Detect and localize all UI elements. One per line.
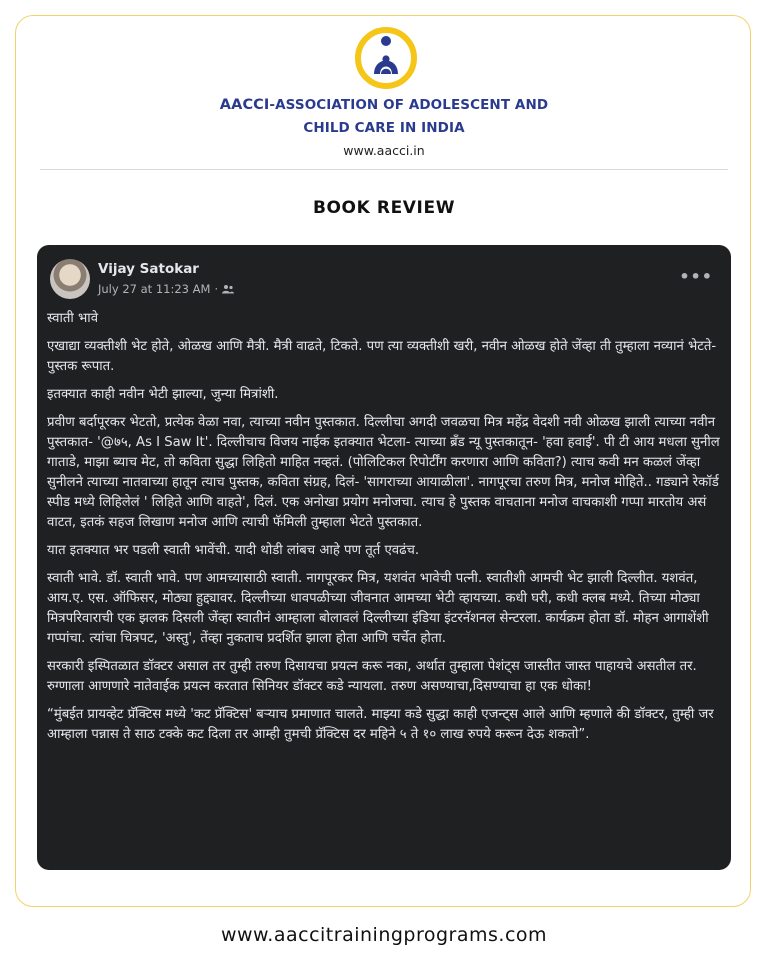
org-website: www.aacci.in	[343, 143, 425, 158]
post-paragraph: एखाद्या व्यक्तीशी भेट होते, ओळख आणि मैत्री. मैत्री वाढते, टिकते. पण त्या व्यक्तीशी खरी, नवीन ओळख होते जेंव्हा ती तुम्हाला नव्यानं भेटते- पुस्तक रूपात.	[47, 339, 717, 374]
post-timestamp[interactable]: July 27 at 11:23 AM	[98, 282, 211, 296]
org-name-rest: -ASSOCIATION OF ADOLESCENT AND	[269, 97, 549, 113]
post-paragraph: स्वाती भावे. डॉ. स्वाती भावे. पण आमच्यासाठी स्वाती. नागपूरकर मित्र, यशवंत भावेची पत्नी. स्वातीशी आमची भेट झाली दिल्लीत. यशवंत, आय.ए. एस. ऑफिसर, मोठ्या हुद्द्यावर. दिल्लीच्या धावपळीच्या जीवनात आमच्या भेटी व्हायच्या. कधी घरी, कधी क्लब मध्ये. तिच्या मोठ्या मित्रपरिवाराची एक झलक दिसली जेंव्हा स्वातीनं आम्हाला बोलावलं दिल्लीच्या इंडिया इंटरनॅशनल सेन्टरला. कार्यक्रम होता डॉ. मोहन आगाशेंशी गप्पांचा. त्यांचा चित्रपट, 'अस्तु', तेंव्हा नुकताच प्रदर्शित झाला होता आणि चर्चेत होता.	[47, 571, 709, 646]
post-paragraph: सरकारी इस्पितळात डॉक्टर असाल तर तुम्ही तरुण दिसायचा प्रयत्न करू नका, अर्थात तुम्हाला पेशंट्स जास्तीत जास्त पाहायचे असतील तर. रुग्णाला आणणारे नातेवाईक प्रयत्न करतात सिनियर डॉक्टर कडे न्यायला. तरुण असण्याचा,दिसण्याचा हा एक धोका!	[47, 659, 697, 694]
footer-website: www.aaccitrainingprograms.com	[220, 924, 548, 946]
post-meta	[98, 282, 234, 296]
friends-icon[interactable]	[222, 284, 234, 294]
post-paragraph: प्रवीण बर्दापूरकर भेटतो, प्रत्येक वेळा नवा, त्याच्या नवीन पुस्तकात. दिल्लीचा अगदी जवळचा मित्र महेंद्र वेदशी नवी ओळख झाली त्याच्या नवीन पुस्तकात- '@७५, As I Saw It'. दिल्लीचाच विजय नाईक इतक्यात भेटला- त्याच्या ब्रँड न्यू पुस्तकातून- 'हवा हवाई'. पी टी आय मधला सुनील गाताडे, माझा ब्याच मेट, तो कविता सुद्धा लिहितो माहित नव्हतं. (पोलिटिकल रिपोर्टींग करणारा आणि कविता?) त्याच कवी मन कळलं जेंव्हा सुनीलने त्याच्या नातवाच्या हातून त्याच पुस्तक, कविता संग्रह, दिलं- 'सागराच्या आयाळीला'. नागपूरचा तरुण मित्र, मनोज मोहिते.. गड्याने रेकॉर्ड स्पीड मध्ये लिहिलेलं ' लिहिते आणि वाहते', दिलं. एक अनोखा प्रयोग मनोजचा. त्याच हे पुस्तक वाचताना मनोज वाचकाशी गप्पा मारतोय असं वाटत, इतकं सहज लिखाण मनोज आणि त्याची फॅमिली तुम्हाला भेटते पुस्तकात.	[47, 415, 720, 530]
org-name-line2: CHILD CARE IN INDIA	[303, 120, 465, 136]
post-paragraph: यात इतक्यात भर पडली स्वाती भावेंची. यादी थोडी लांबच आहे पण तूर्त एवढंच.	[47, 543, 420, 558]
post-paragraph: “मुंबईत प्रायव्हेट प्रॅक्टिस मध्ये 'कट प्रॅक्टिस' बऱ्याच प्रमाणात चालते. माझ्या कडे सुद्धा काही एजन्ट्स आले आणि म्हणाले की डॉक्टर, तुम्ही जर आम्हाला पन्नास ते साठ टक्के कट दिला तर आम्ही तुमची प्रॅक्टिस दर महिने ५ ते १० लाख रुपये करून देऊ शकतो”.	[47, 707, 714, 742]
family-logo-icon	[354, 26, 418, 90]
facebook-post-card	[37, 245, 731, 870]
avatar[interactable]	[50, 259, 90, 299]
org-acronym: AACCI	[219, 97, 270, 113]
meta-separator: ·	[214, 282, 219, 296]
org-name-line1	[0, 97, 768, 113]
post-paragraph: इतक्यात काही नवीन भेटी झाल्या, जुन्या मित्रांशी.	[47, 387, 279, 402]
post-paragraph: स्वाती भावे	[47, 311, 99, 326]
more-options-icon[interactable]: •••	[679, 267, 713, 286]
section-title: BOOK REVIEW	[312, 198, 456, 218]
header-divider	[40, 169, 728, 170]
post-author[interactable]: Vijay Satokar	[98, 261, 199, 277]
post-body	[47, 309, 727, 753]
